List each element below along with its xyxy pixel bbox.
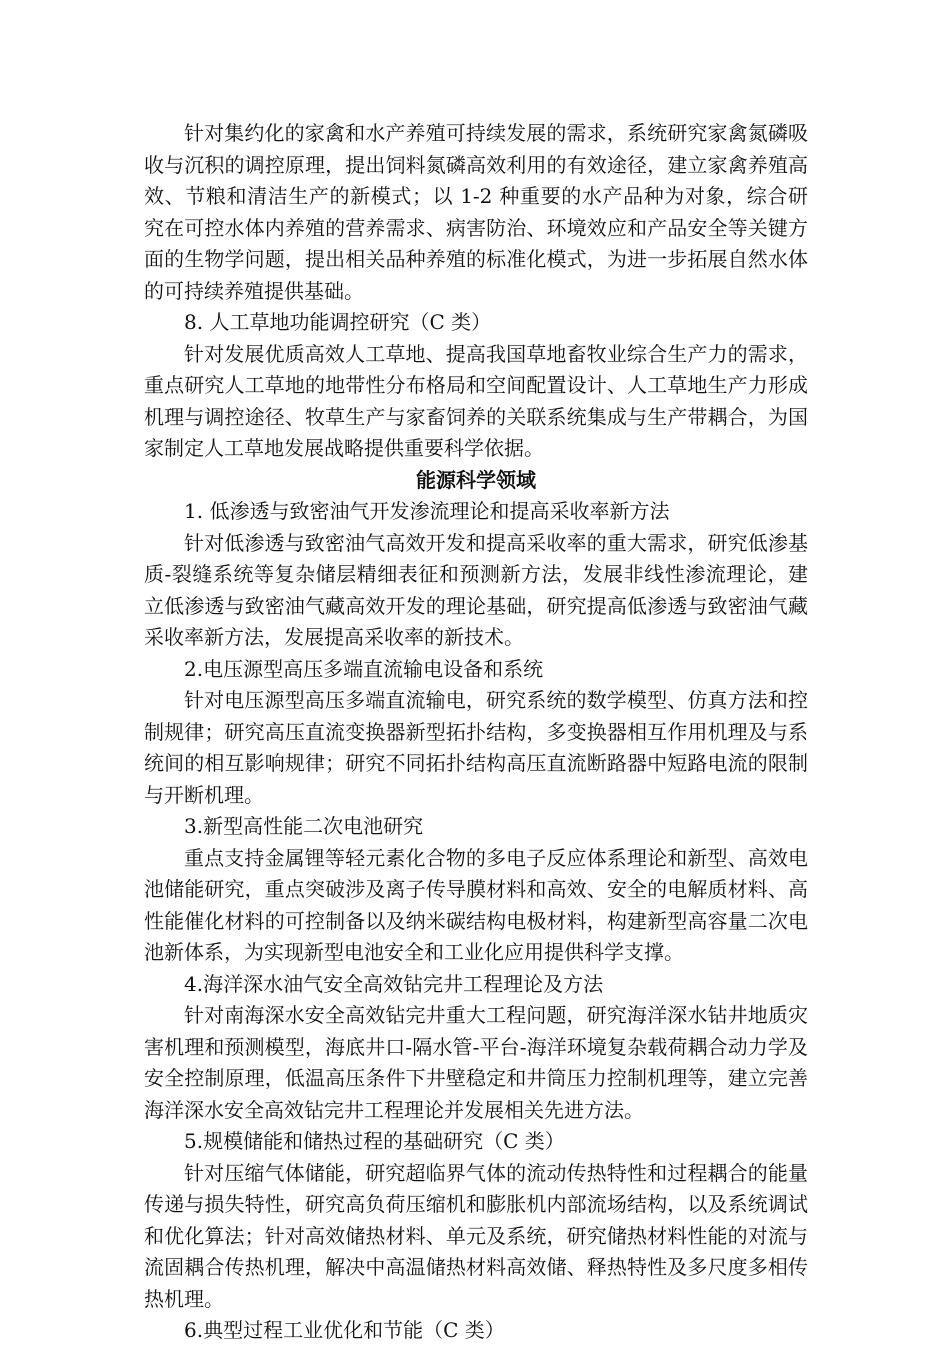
item-heading-5: 5.规模储能和储热过程的基础研究（C 类） xyxy=(184,1129,565,1153)
item-heading-8: 8. 人工草地功能调控研究（C 类） xyxy=(184,310,492,334)
paragraph-poultry-aquaculture: 针对集约化的家禽和水产养殖可持续发展的需求，系统研究家禽氮磷吸收与沉积的调控原理，提出饲料氮磷高效利用的有效途径，建立家禽养殖高效、节粮和清洁生产的新模式；以 1-2 种重要的水产品种为对象，综合研究在可控水体内养殖的营养需求、病害防治、环境效应和产品安全等关键方面的生物学问题，提出相关品种养殖的标准化模式，为进一步拓展自然水体的可持续养殖提供基础。 xyxy=(144,121,808,303)
paragraph-hvdc: 针对电压源型高压多端直流输电，研究系统的数学模型、仿真方法和控制规律；研究高压直流变换器新型拓扑结构，多变换器相互作用机理及与系统间的相互影响规律；研究不同拓扑结构高压直流断路器中短路电流的限制与开断机理。 xyxy=(144,688,808,807)
section-title-energy: 能源科学领域 xyxy=(416,467,536,492)
item-heading-4: 4.海洋深水油气安全高效钻完井工程理论及方法 xyxy=(184,971,604,996)
item-heading-6: 6.典型过程工业优化和节能（C 类） xyxy=(184,1318,505,1342)
item-heading-1: 1. 低渗透与致密油气开发渗流理论和提高采收率新方法 xyxy=(184,499,670,523)
paragraph-energy-storage: 针对压缩气体储能，研究超临界气体的流动传热特性和过程耦合的能量传递与损失特性，研究高负荷压缩机和膨胀机内部流场结构，以及系统调试和优化算法；针对高效储热材料、单元及系统，研究储热材料性能的对流与流固耦合传热机理，解决中高温储热材料高效储、释热特性及多尺度多相传热机理。 xyxy=(144,1160,808,1311)
item-heading-3: 3.新型高性能二次电池研究 xyxy=(184,814,424,838)
document-page xyxy=(144,118,808,1347)
paragraph-deepwater: 针对南海深水安全高效钻完井重大工程问题，研究海洋深水钻井地质灾害机理和预测模型，海底井口-隔水管-平台-海洋环境复杂载荷耦合动力学及安全控制原理，低温高压条件下井壁稳定和井筒压力控制机理等，建立完善海洋深水安全高效钻完井工程理论并发展相关先进方法。 xyxy=(144,1003,808,1122)
paragraph-battery: 重点支持金属锂等轻元素化合物的多电子反应体系理论和新型、高效电池储能研究，重点突破涉及离子传导膜材料和高效、安全的电解质材料、高性能催化材料的可控制备以及纳米碳结构电极材料，构建新型高容量二次电池新体系，为实现新型电池安全和工业化应用提供科学支撑。 xyxy=(144,845,808,964)
paragraph-low-permeability: 针对低渗透与致密油气高效开发和提高采收率的重大需求，研究低渗基质-裂缝系统等复杂储层精细表征和预测新方法，发展非线性渗流理论，建立低渗透与致密油气藏高效开发的理论基础，研究提高低渗透与致密油气藏采收率新方法，发展提高采收率的新技术。 xyxy=(144,530,808,649)
paragraph-artificial-grassland: 针对发展优质高效人工草地、提高我国草地畜牧业综合生产力的需求，重点研究人工草地的地带性分布格局和空间配置设计、人工草地生产力形成机理与调控途径、牧草生产与家畜饲养的关联系统集成与生产带耦合，为国家制定人工草地发展战略提供重要科学依据。 xyxy=(144,341,808,460)
item-heading-2: 2.电压源型高压多端直流输电设备和系统 xyxy=(184,656,544,681)
